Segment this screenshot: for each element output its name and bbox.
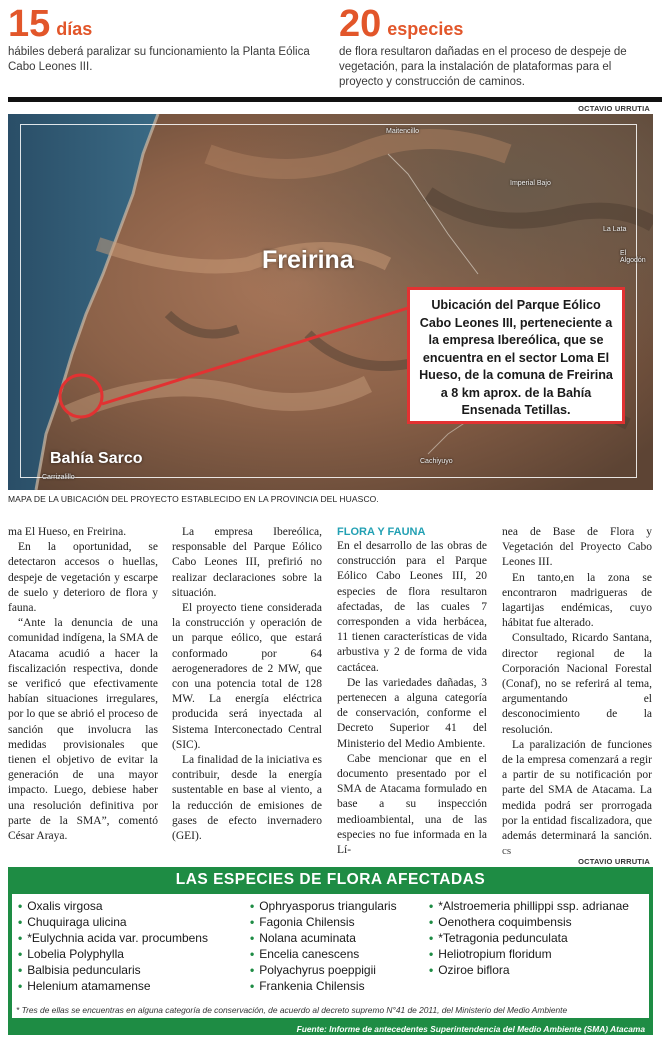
paragraph: nea de Base de Flora y Vegetación del Proyecto Cabo Leones III.	[502, 526, 652, 569]
flora-species-name: *Tetragonia pedunculata	[438, 931, 568, 946]
flora-box	[8, 867, 653, 1035]
bullet-icon: •	[429, 947, 434, 962]
paragraph: En tanto,en la zona se encontraron madrigueras de lagartijas endémicas, cuyo hábitat fue alterado.	[502, 571, 652, 630]
bullet-icon: •	[429, 963, 434, 978]
flora-species-item	[429, 962, 629, 978]
bullet-icon: •	[250, 979, 255, 994]
flora-list-area	[12, 894, 649, 1018]
photo-credit: OCTAVIO URRUTIA	[578, 104, 650, 113]
paragraph: La empresa Ibereólica, responsable del Parque Eólico Cabo Leones III, prefirió no realizar declaraciones sobre la situación.	[172, 526, 322, 599]
bullet-icon: •	[250, 931, 255, 946]
flora-species-item	[18, 914, 208, 930]
bullet-icon: •	[18, 915, 23, 930]
paragraph: El proyecto tiene considerada la construcción y operación de un parque eólico, que estará conformado por 64 aerogeneradores de 2 MW, que con una potencia total de 128 MW. La energía eléctrica producida será inyectada al Sistema Interconectado Central (SIC).	[172, 602, 322, 751]
flora-species-item	[429, 946, 629, 962]
flora-species-item	[429, 930, 629, 946]
flora-species-item	[18, 946, 208, 962]
town-label: Imperial Bajo	[510, 180, 551, 187]
flora-species-name: Helenium atamamense	[27, 979, 151, 994]
flora-species-name: Balbisia peduncularis	[27, 963, 141, 978]
paragraph: En la oportunidad, se detectaron accesos o huellas, despeje de vegetación y escarpe de suelo y deterioro de flora y fauna.	[8, 541, 158, 615]
bullet-icon: •	[250, 947, 255, 962]
flora-species-name: *Alstroemeria phillippi ssp. adrianae	[438, 899, 629, 913]
paragraph: “Ante la denuncia de una comunidad indígena, la SMA de Atacama acudió a hacer la fiscalización respectiva, donde se verificó que efectivamente habían situaciones irregulares, por lo que se abrió el proceso de sanción que involucra las medidas provisionales que tienen el objetivo de evitar la generación de una mayor impacto. Luego, debiese haber una resolución definitiva por parte de la SMA”, comentó César Araya.	[8, 617, 158, 843]
flora-species-name: Nolana acuminata	[259, 931, 356, 946]
paragraph	[502, 738, 652, 860]
article-column-4	[502, 525, 652, 859]
flora-species-item	[18, 930, 208, 946]
bullet-icon: •	[18, 947, 23, 962]
town-label: La Lata	[603, 226, 627, 233]
flora-species-item	[18, 978, 208, 994]
flora-species-name: Fagonia Chilensis	[259, 915, 355, 930]
flora-species-name: Heliotropium floridum	[438, 947, 552, 962]
town-label: Carrizalillo	[42, 474, 75, 481]
flora-species-item	[250, 962, 397, 978]
flora-species-name: Oxalis virgosa	[27, 899, 103, 913]
flora-species-name: Frankenia Chilensis	[259, 979, 365, 994]
flora-column-3	[429, 898, 629, 978]
flora-species-item	[18, 898, 208, 914]
town-label: Maitencillo	[386, 128, 420, 135]
flora-species-item	[250, 978, 397, 994]
town-label: Cachiyuyo	[420, 458, 453, 465]
stat-number: 15	[8, 3, 51, 45]
flora-species-item	[429, 898, 629, 914]
flora-column-2	[250, 898, 397, 995]
flora-species-item	[250, 946, 397, 962]
article-column-2	[172, 525, 322, 844]
stat-number: 20	[339, 3, 382, 45]
bullet-icon: •	[250, 963, 255, 978]
paragraph: La finalidad de la iniciativa es contribuir, desde la energía sustentable en base al viento, a la reducción de emisiones de gases de efecto invernadero (GEI).	[172, 754, 322, 843]
flora-species-item	[429, 914, 629, 930]
flora-source: Fuente: Informe de antecedentes Superintendencia del Medio Ambiente (SMA) Atacama	[296, 1024, 645, 1034]
stat-text: de flora resultaron dañadas en el proceso de despeje de vegetación, para la instalación de plataformas para el proyecto y construcción de caminos.	[339, 46, 627, 88]
paragraph: Consultado, Ricardo Santana, director regional de la Corporación Nacional Forestal (Conaf), no se referirá al tema, argumentando el desconocimiento de la resolución.	[502, 632, 652, 736]
photo-credit: OCTAVIO URRUTIA	[578, 857, 650, 866]
flora-title: LAS ESPECIES DE FLORA AFECTADAS	[175, 871, 486, 888]
flora-column-1	[18, 898, 208, 995]
end-mark: cs	[502, 845, 512, 858]
flora-species-name: Oenothera coquimbensis	[438, 915, 572, 930]
location-map	[8, 114, 653, 490]
flora-species-item	[250, 930, 397, 946]
flora-species-item	[18, 962, 208, 978]
map-caption: MAPA DE LA UBICACIÓN DEL PROYECTO ESTABLECIDO EN LA PROVINCIA DEL HUASCO.	[8, 494, 379, 504]
paragraph-text: La paralización de funciones de la empresa comenzará a regir a partir de su notificación por parte del SMA de Atacama. La medida podrá ser prorrogada por la entidad fiscalizadora, que además determinará la sanción.	[502, 738, 652, 843]
section-heading: FLORA Y FAUNA	[337, 526, 426, 538]
bullet-icon: •	[18, 979, 23, 994]
paragraph: De las variedades dañadas, 3 pertenecen a alguna categoría de conservación, conforme el Decreto Superior 41 del Ministerio del Medio Ambiente.	[337, 676, 487, 750]
bullet-icon: •	[18, 899, 23, 913]
bullet-icon: •	[429, 899, 434, 913]
article-column-3	[337, 525, 487, 858]
stat-days	[8, 3, 318, 75]
bullet-icon: •	[429, 931, 434, 946]
paragraph: Cabe mencionar que en el documento presentado por el SMA de Atacama formulado en base a su inspección medioambiental, una de las especies no fue informada en la Lí-	[337, 752, 487, 857]
flora-species-item	[250, 914, 397, 930]
stat-species	[339, 3, 649, 90]
flora-species-name: Chuquiraga ulicina	[27, 915, 127, 930]
paragraph: ma El Hueso, en Freirina.	[8, 526, 127, 538]
bullet-icon: •	[250, 899, 255, 913]
map-label-bahia-sarco: Bahía Sarco	[50, 450, 143, 467]
flora-species-name: Ophryasporus triangularis	[259, 899, 397, 913]
stat-text: hábiles deberá paralizar su funcionamiento la Planta Eólica Cabo Leones III.	[8, 46, 310, 73]
town-label: El Algodón	[620, 250, 646, 264]
stat-unit: días	[56, 19, 93, 39]
flora-species-name: Oziroe biflora	[438, 963, 510, 978]
bullet-icon: •	[18, 931, 23, 946]
flora-species-name: *Eulychnia acida var. procumbens	[27, 931, 208, 946]
bullet-icon: •	[250, 915, 255, 930]
map-label-freirina: Freirina	[262, 246, 354, 274]
stat-unit: especies	[387, 19, 464, 39]
bullet-icon: •	[18, 963, 23, 978]
paragraph: En el desarrollo de las obras de construcción para el Parque Eólico Cabo Leones III, 20 especies de flora resultaron afectadas, de las cuales 7 corresponden a vida herbácea, 11 tienen características de vida arbustiva y 2 de forma de vida cactácea.	[337, 540, 487, 674]
bullet-icon: •	[429, 915, 434, 930]
flora-footnote: * Tres de ellas se encuentras en alguna categoría de conservación, de acuerdo al decreto supremo N°41 de 2011, del Ministerio del Medio Ambiente	[16, 1005, 568, 1015]
location-callout: Ubicación del Parque Eólico Cabo Leones III, perteneciente a la empresa Ibereólica, que se encuentra en el sector Loma El Hueso, de la comuna de Freirina a 8 km aprox. de la Bahía Ensenada Tetillas.	[407, 287, 625, 424]
flora-species-name: Lobelia Polyphylla	[27, 947, 124, 962]
flora-species-name: Polyachyrus poeppigii	[259, 963, 376, 978]
article-column-1	[8, 525, 158, 844]
flora-species-name: Encelia canescens	[259, 947, 360, 962]
top-divider	[8, 97, 662, 102]
flora-species-item	[250, 898, 397, 914]
